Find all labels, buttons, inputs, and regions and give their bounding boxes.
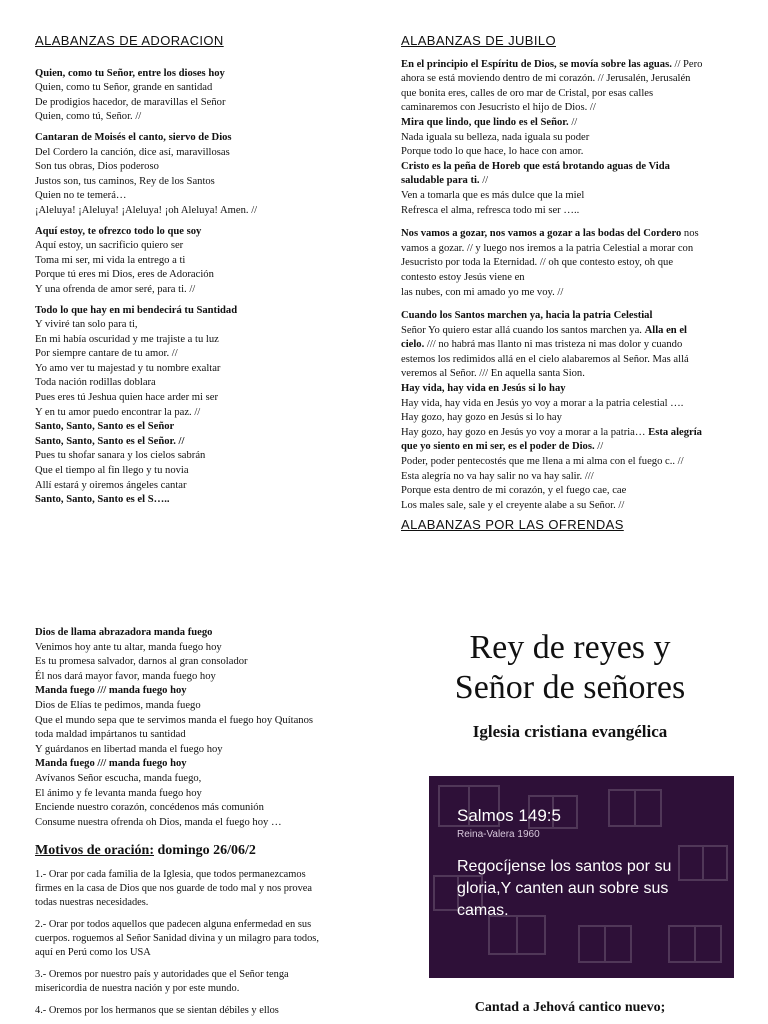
song-text: //	[479, 175, 489, 187]
prayer-line: cuerpos. roguemos al Señor Sanidad divina y un milagro para todos,	[35, 933, 319, 945]
song-text: Los males sale, sale y el creyente alabe a su Señor. //	[401, 499, 625, 511]
adoracion-songs	[35, 67, 380, 508]
song-text: caminaremos con Jesucristo el hijo de Dios. //	[401, 102, 596, 114]
jubilo-heading: ALABANZAS DE JUBILO	[401, 33, 556, 48]
song-line: Toma mi ser, mi vida la entrego a ti	[35, 254, 186, 266]
song-line	[401, 309, 741, 324]
song-text: Nada iguala su belleza, nada iguala su poder	[401, 131, 590, 143]
prayer-line: firmes en la casa de Dios que nos guarde de todo mal y nos provea	[35, 883, 313, 895]
cover-title	[420, 628, 720, 708]
jubilo-block	[401, 227, 741, 300]
motivos-title	[35, 842, 380, 860]
song-line: Santo, Santo, Santo es el Señor	[35, 421, 175, 433]
prayer-item	[35, 1004, 380, 1018]
song-line	[401, 204, 741, 219]
song-text: las nubes, con mi amado yo me voy. //	[401, 286, 564, 298]
song-line	[401, 426, 741, 441]
song-line	[401, 338, 741, 353]
song-text: Poder, poder pentecostés que me llena a mi alma con el fuego c.. //	[401, 456, 684, 468]
prayer-line: 3.- Oremos por nuestro país y autoridades que el Señor tenga	[35, 969, 289, 981]
song-line	[401, 499, 741, 514]
song-text: estemos los redimidos allá en el cielo alabaremos al Señor. Mas allá	[401, 353, 689, 365]
song-text: saludable para ti.	[401, 175, 480, 187]
prayer-item	[35, 868, 380, 910]
song-line	[401, 116, 741, 131]
song-block	[35, 225, 380, 298]
song-line	[401, 353, 741, 368]
song-line: ¡Aleluya! ¡Aleluya! ¡Aleluya! ¡oh Aleluya! Amen. //	[35, 204, 258, 216]
song-line: Son tus obras, Dios poderoso	[35, 161, 159, 173]
song-line: Justos son, tus caminos, Rey de los Santos	[35, 175, 215, 187]
jubilo-block	[401, 58, 741, 219]
song-text: Porque todo lo que hace, lo hace con amor.	[401, 146, 584, 158]
song-line	[401, 189, 741, 204]
song-text: // Pero	[671, 58, 703, 70]
prayer-line: aquí en Perú como los USA	[35, 947, 151, 959]
song-line	[401, 367, 741, 382]
prayer-item	[35, 918, 380, 960]
song-line: Yo amo ver tu majestad y tu nombre exaltar	[35, 362, 221, 374]
song-line	[401, 174, 741, 189]
prayer-line: 2.- Orar por todos aquellos que padecen alguna enfermedad en sus	[35, 919, 312, 931]
song-line	[401, 455, 741, 470]
song-text: Jesucristo por toda la Eternidad. // oh que contesto estoy, oh que	[401, 257, 674, 269]
song-text: Porque esta dentro de mi corazón, y el fuego cae, cae	[401, 485, 627, 497]
ofrendas-heading: ALABANZAS POR LAS OFRENDAS	[401, 517, 624, 533]
song-line	[401, 131, 741, 146]
song-line	[401, 440, 741, 455]
song-text: cielo.	[401, 339, 425, 351]
song-line: Que el tiempo al fin llego y tu novia	[35, 465, 189, 477]
song-line: Manda fuego /// manda fuego hoy	[35, 758, 187, 770]
song-line	[401, 145, 741, 160]
cover-footer: Cantad a Jehová cantico nuevo;	[474, 1000, 666, 1015]
motivos-list	[35, 868, 380, 1018]
song-line	[401, 101, 741, 116]
song-line: Enciende nuestro corazón, concédenos más comunión	[35, 802, 264, 814]
song-line: En mi había oscuridad y me trajiste a tu luz	[35, 333, 219, 345]
song-text: Alla en el	[644, 324, 687, 336]
song-line	[401, 286, 741, 301]
song-line: El ánimo y fe levanta manda fuego hoy	[35, 787, 202, 799]
motivos-label: Motivos de oración:	[35, 843, 154, 859]
song-line	[401, 324, 741, 339]
song-line: Que el mundo sepa que te servimos manda el fuego hoy Quítanos	[35, 714, 314, 726]
song-line: Dios de llama abrazadora manda fuego	[35, 627, 213, 638]
verse-version: Reina-Valera 1960	[457, 829, 540, 840]
song-line: Y en tu amor puedo encontrar la paz. //	[35, 406, 201, 418]
song-line: Y guárdanos en libertad manda el fuego hoy	[35, 743, 223, 755]
verse-reference: Salmos 149:5	[457, 806, 561, 825]
song-block	[35, 67, 380, 125]
song-block	[35, 304, 380, 508]
song-line: Quien, como tu Señor, entre los dioses hoy	[35, 67, 225, 79]
song-block	[35, 131, 380, 219]
song-line	[401, 470, 741, 485]
song-text: Mira que lindo, que lindo es el Señor.	[401, 116, 569, 128]
song-line: Quien no te temerá…	[35, 190, 127, 202]
song-line: toda maldad impártanos tu santidad	[35, 729, 186, 741]
song-line: Toda nación rodillas doblara	[35, 377, 156, 389]
song-line	[401, 397, 741, 412]
song-line: Avívanos Señor escucha, manda fuego,	[35, 772, 202, 784]
song-line: Es tu promesa salvador, darnos al gran consolador	[35, 656, 248, 668]
prayer-line: todas nuestras necesidades.	[35, 897, 149, 909]
cover-title-line1: Rey de reyes y	[469, 629, 671, 666]
song-line	[401, 256, 741, 271]
song-text: Hay vida, hay vida en Jesús yo voy a morar a la patria celestial ….	[401, 397, 684, 409]
song-line	[401, 160, 741, 175]
song-text: que yo siento en mi ser, es el poder de Dios.	[401, 441, 595, 453]
song-line: Quien, como tu Señor, grande en santidad	[35, 82, 213, 94]
song-line: Cantaran de Moisés el canto, siervo de Dios	[35, 131, 232, 143]
song-line: De prodigios hacedor, de maravillas el Señor	[35, 96, 226, 108]
song-text: Esta alegría	[648, 426, 702, 438]
jubilo-block	[401, 309, 741, 513]
song-line: Del Cordero la canción, dice así, maravillosas	[35, 146, 230, 158]
song-text: veremos al Señor. /// En aquella santa Sion.	[401, 368, 585, 380]
song-text: Nos vamos a gozar, nos vamos a gozar a las bodas del Cordero	[401, 228, 682, 240]
song-line: Manda fuego /// manda fuego hoy	[35, 685, 187, 697]
song-line: Consume nuestra ofrenda oh Dios, manda el fuego hoy …	[35, 816, 282, 828]
jubilo-blocks	[401, 58, 741, 514]
song-text: Ven a tomarla que es más dulce que la miel	[401, 189, 585, 201]
song-line	[401, 382, 741, 397]
song-line	[401, 227, 741, 242]
song-text: Refresca el alma, refresca todo mi ser …..	[401, 204, 580, 216]
song-text: que bonita eres, calles de oro mar de Cristal, por esas calles	[401, 87, 654, 99]
song-line	[401, 411, 741, 426]
adoracion-heading: ALABANZAS DE ADORACION	[35, 33, 224, 48]
prayer-line: 4.- Oremos por los hermanos que se sientan débiles y ellos	[35, 1005, 279, 1017]
song-line: Pues tu shofar sanara y los cielos sabrán	[35, 450, 206, 462]
prayer-line: misericordia de nuestra nación y por este mundo.	[35, 983, 240, 995]
prayer-item	[35, 968, 380, 996]
song-line	[401, 271, 741, 286]
song-line	[401, 484, 741, 499]
adoracion-column	[35, 34, 380, 508]
song-text: vamos a gozar. // y luego nos iremos a la patria Celestial a morar con	[401, 242, 694, 254]
song-line: Venimos hoy ante tu altar, manda fuego hoy	[35, 641, 222, 653]
song-line: Santo, Santo, Santo es el S…..	[35, 494, 170, 506]
song-line	[401, 87, 741, 102]
song-line: Aquí estoy, un sacrificio quiero ser	[35, 240, 184, 252]
verse-card	[429, 776, 734, 978]
song-line: Quien, como tú, Señor. //	[35, 111, 142, 123]
song-text: Hay vida, hay vida en Jesús si lo hay	[401, 383, 566, 395]
song-text: /// no habrá mas llanto ni mas tristeza ni mas dolor y cuando	[424, 339, 683, 351]
song-text: Hay gozo, hay gozo en Jesús si lo hay	[401, 412, 562, 424]
song-line: Él nos dará mayor favor, manda fuego hoy	[35, 670, 216, 682]
song-text: nos	[681, 228, 699, 240]
cover-subtitle: Iglesia cristiana evangélica	[472, 722, 668, 741]
song-text: Cuando los Santos marchen ya, hacia la patria Celestial	[401, 310, 653, 322]
song-line: Y una ofrenda de amor seré, para ti. //	[35, 283, 196, 295]
song-line: Dios de Elías te pedimos, manda fuego	[35, 699, 201, 711]
song-line: Santo, Santo, Santo es el Señor. //	[35, 435, 185, 447]
song-line: Y viviré tan solo para ti,	[35, 319, 138, 331]
song-text: Cristo es la peña de Horeb que está brotando aguas de Vida	[401, 160, 670, 172]
song-text: ahora se está moviendo dentro de mi corazón. // Jerusalén, Jerusalén	[401, 73, 691, 85]
song-line: Porque tú eres mi Dios, eres de Adoración	[35, 269, 214, 281]
song-text: En el principio el Espíritu de Dios, se movía sobre las aguas.	[401, 58, 672, 70]
song-line	[401, 58, 741, 73]
song-line: Aquí estoy, te ofrezco todo lo que soy	[35, 225, 202, 237]
song-text: //	[568, 116, 578, 128]
verse-text: Regocíjense los santos por su gloria,Y canten aun sobre sus camas.	[457, 858, 672, 919]
motivos-date: domingo 26/06/2	[157, 843, 256, 859]
song-text: contesto estoy Jesús viene en	[401, 271, 525, 283]
cover-title-line2: Señor de señores	[454, 669, 686, 706]
motivos-section	[35, 842, 380, 1018]
song-line: Por siempre cantare de tu amor. //	[35, 348, 178, 360]
song-line: Todo lo que hay en mi bendecirá tu Santidad	[35, 304, 238, 316]
song-text: Esta alegría no va hay salir no va hay salir. ///	[401, 470, 594, 482]
song-line: Allí estará y oiremos ángeles cantar	[35, 479, 187, 491]
song-line	[401, 242, 741, 257]
fuego-song	[35, 626, 380, 830]
song-text: Hay gozo, hay gozo en Jesús yo voy a morar a la patria…	[401, 426, 649, 438]
song-text: //	[594, 441, 604, 453]
song-line: Pues eres tú Jeshua quien hace arder mi ser	[35, 392, 218, 404]
jubilo-column	[401, 34, 741, 533]
song-line	[401, 72, 741, 87]
prayer-line: 1.- Orar por cada familia de la Iglesia, que todos permanezcamos	[35, 869, 306, 881]
song-text: Señor Yo quiero estar allá cuando los santos marchen ya.	[401, 324, 645, 336]
fuego-column	[35, 626, 380, 1018]
